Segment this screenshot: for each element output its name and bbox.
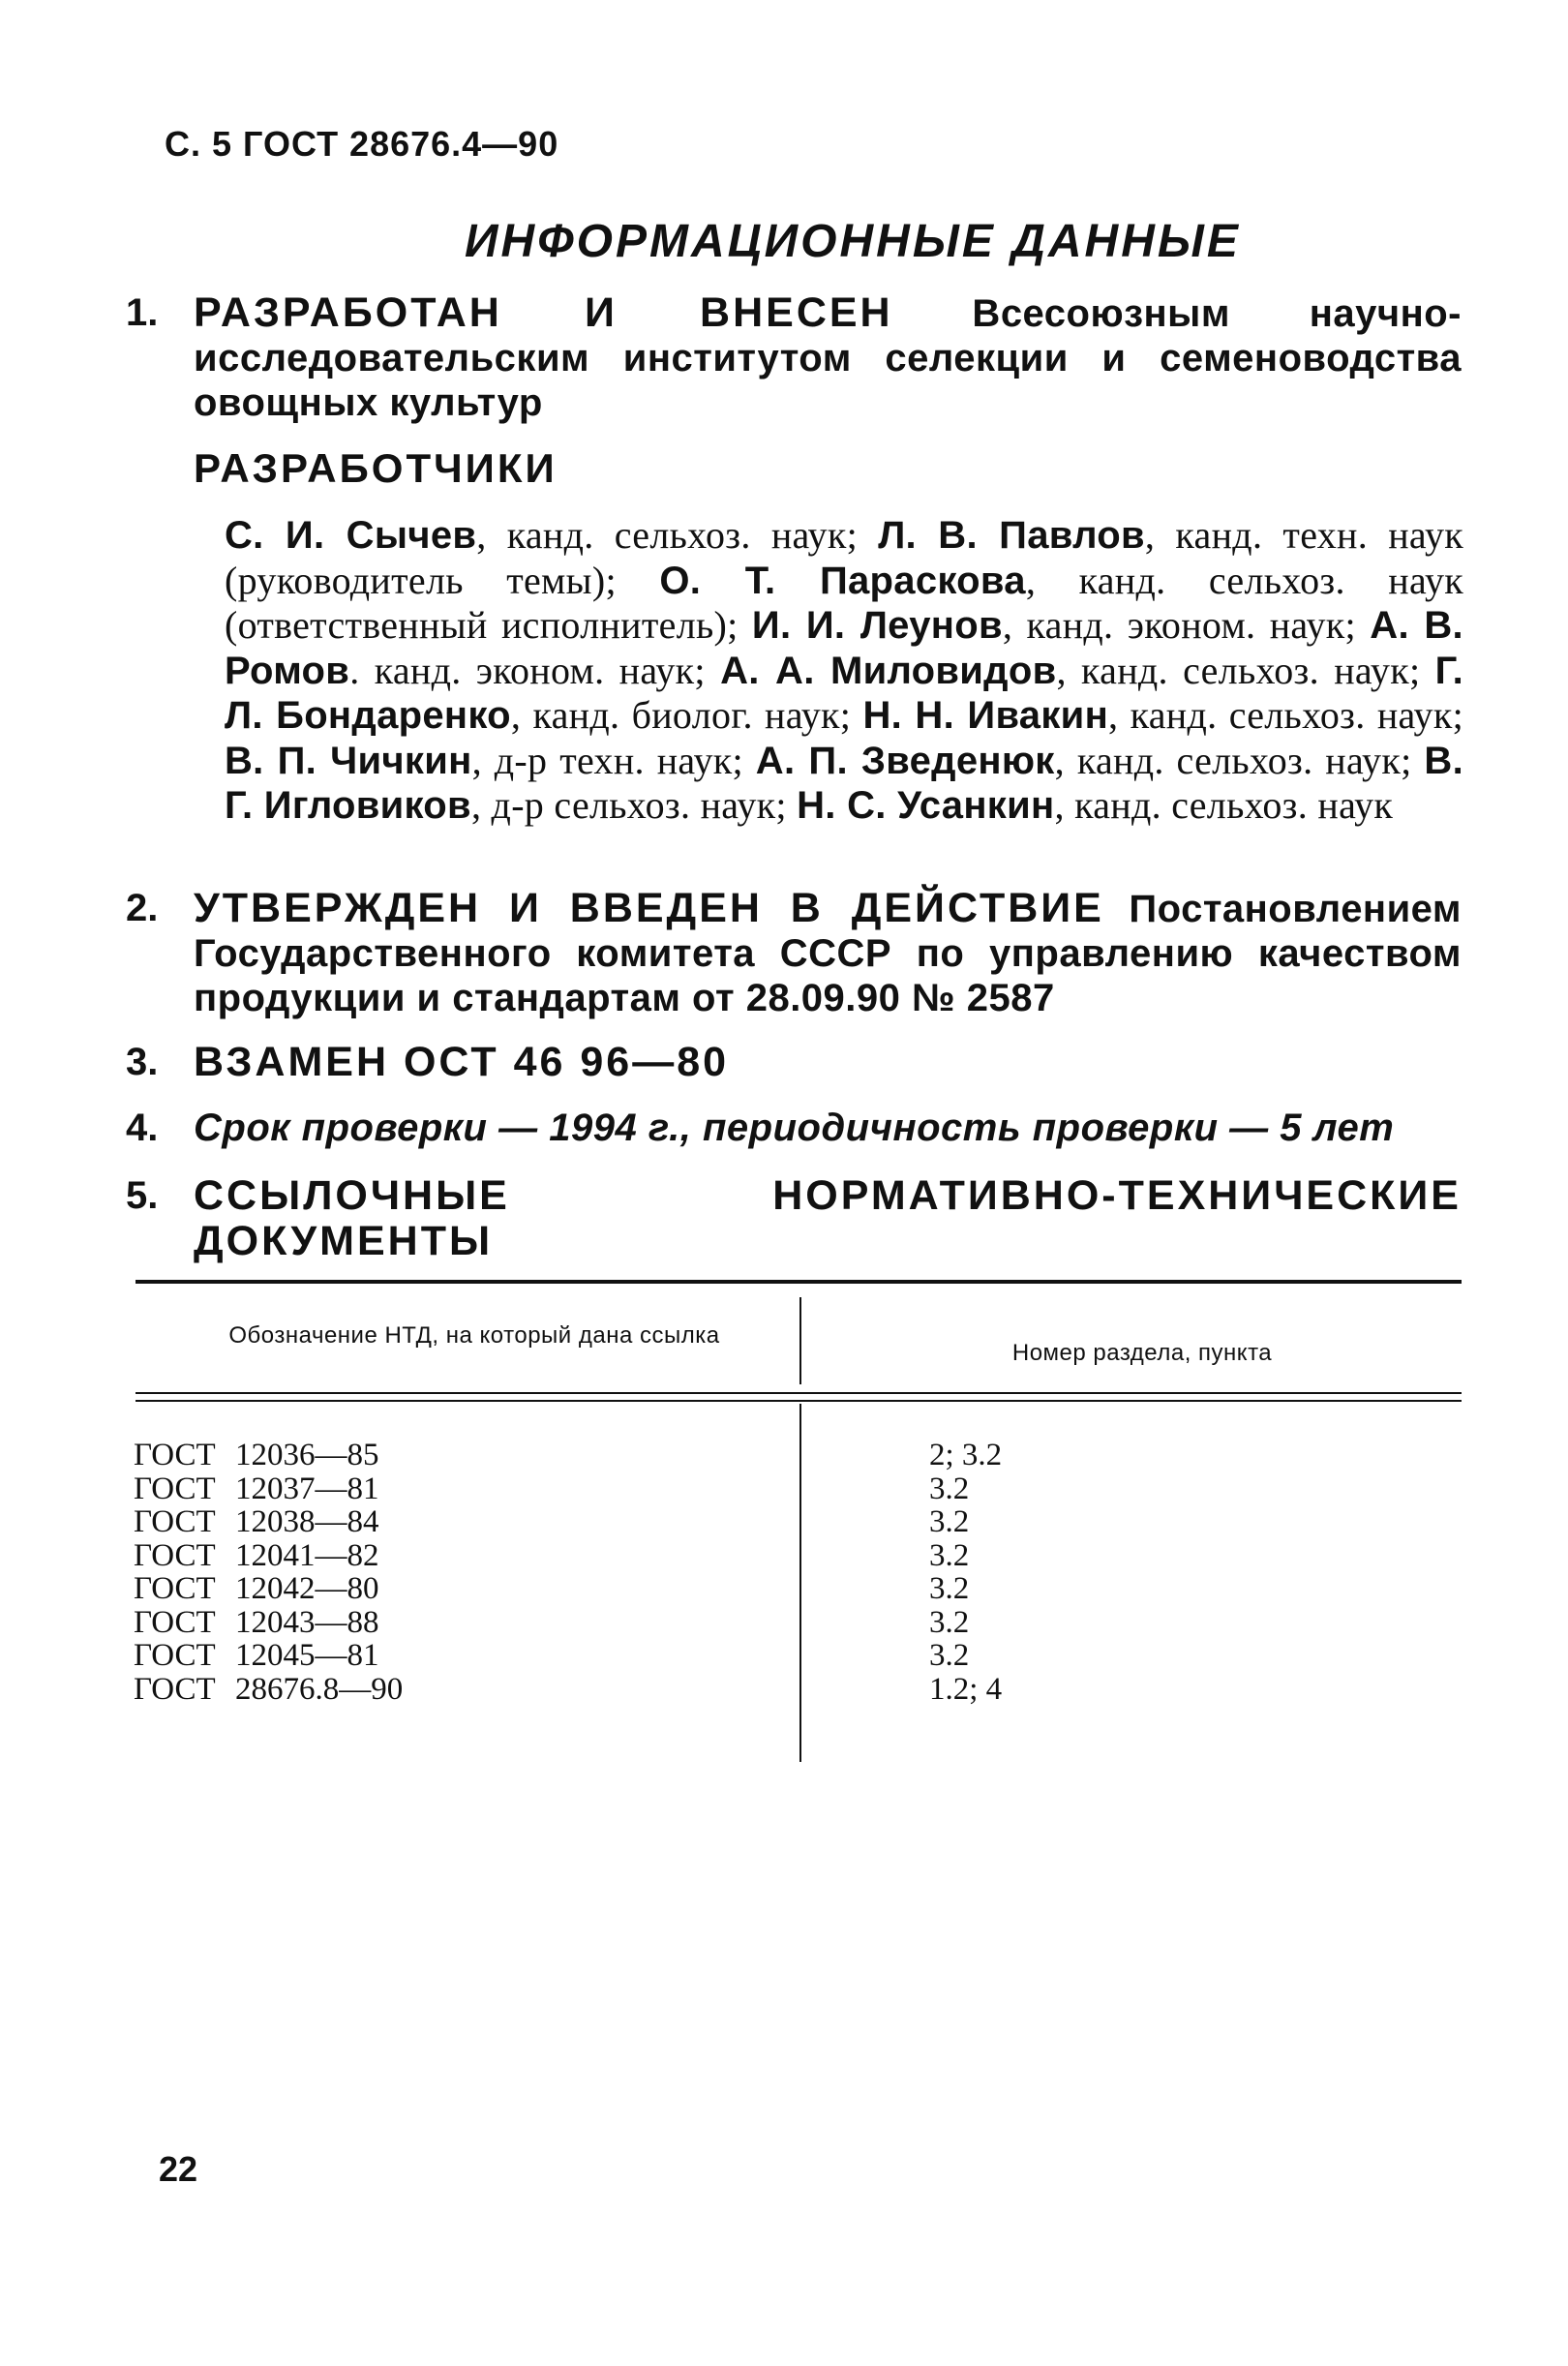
page-number: 22 xyxy=(159,2149,198,2189)
developer-name: А. А. Миловидов xyxy=(720,649,1057,692)
table-header-designation: Обозначение НТД, на который дана ссылка xyxy=(228,1322,720,1349)
developer-name: В. П. Чичкин xyxy=(225,739,472,782)
item-4-text: Срок проверки — 1994 г., периодичность проверки — 5 лет xyxy=(194,1107,1395,1149)
developer-title: , канд. сельхоз. наук xyxy=(1054,783,1394,827)
table-sections xyxy=(929,1439,1220,1706)
doc-prefix: ГОСТ xyxy=(134,1438,216,1472)
developer-title: , канд. биолог. наук; xyxy=(510,693,863,737)
item-3 xyxy=(126,1040,1462,1085)
developer-name: Г. Л. Бондаренко xyxy=(225,649,1463,737)
developer-name: А. В. Ромов xyxy=(225,604,1463,692)
table-header-divider xyxy=(799,1297,801,1384)
page-title: ИНФОРМАЦИОННЫЕ ДАННЫЕ xyxy=(465,216,1241,267)
developer-title: , канд. сельхоз. наук; xyxy=(1056,648,1435,692)
section-ref: 2; 3.2 xyxy=(929,1438,1003,1472)
table-row xyxy=(134,1572,714,1606)
doc-prefix: ГОСТ xyxy=(134,1604,216,1640)
item-1-number: 1. xyxy=(126,291,159,334)
doc-prefix: ГОСТ xyxy=(134,1537,216,1573)
section-ref: 3.2 xyxy=(929,1504,970,1539)
table-row xyxy=(134,1505,714,1539)
item-1-caption: РАЗРАБОТАН И ВНЕСЕН xyxy=(194,289,893,336)
item-2-number: 2. xyxy=(126,887,159,929)
doc-number: 12041—82 xyxy=(235,1537,379,1573)
developer-title: , канд. сельхоз. наук (ответственный исполнитель); xyxy=(225,558,1463,647)
doc-number: 12043—88 xyxy=(235,1604,379,1640)
developer-title: . канд. эконом. наук; xyxy=(349,648,721,692)
table-row xyxy=(134,1606,714,1640)
item-3-text: ВЗАМЕН ОСТ 46 96—80 xyxy=(194,1039,730,1085)
item-5-text: ССЫЛОЧНЫЕ НОРМАТИВНО-ТЕХНИЧЕСКИЕ ДОКУМЕНТЫ xyxy=(194,1172,1462,1264)
item-3-number: 3. xyxy=(126,1041,159,1083)
doc-number: 12038—84 xyxy=(235,1504,379,1539)
item-4 xyxy=(126,1106,1462,1150)
developer-title: , канд. техн. наук (руководитель темы); xyxy=(225,513,1463,602)
doc-prefix: ГОСТ xyxy=(134,1671,216,1707)
doc-number: 12037—81 xyxy=(235,1471,379,1506)
doc-number: 12042—80 xyxy=(235,1571,379,1606)
doc-prefix: ГОСТ xyxy=(134,1471,216,1506)
item-2-caption: УТВЕРЖДЕН И ВВЕДЕН В ДЕЙСТВИЕ xyxy=(194,885,1104,931)
developer-title: , канд. эконом. наук; xyxy=(1002,603,1371,647)
section-ref: 1.2; 4 xyxy=(929,1671,1003,1707)
table-row xyxy=(134,1439,714,1472)
table-row xyxy=(134,1673,714,1707)
doc-number: 28676.8—90 xyxy=(235,1671,404,1707)
developer-name: В. Г. Игловиков xyxy=(225,739,1463,827)
table-header-rule-1 xyxy=(136,1392,1462,1394)
developer-name: А. П. Зведенюк xyxy=(755,739,1055,782)
table-row xyxy=(134,1639,714,1673)
developers-heading: РАЗРАБОТЧИКИ xyxy=(194,445,558,491)
developer-name: Л. В. Павлов xyxy=(878,514,1145,557)
section-ref: 3.2 xyxy=(929,1537,970,1573)
developers-list xyxy=(225,513,1463,829)
section-ref: 3.2 xyxy=(929,1471,970,1506)
table-row xyxy=(134,1472,714,1506)
section-ref: 3.2 xyxy=(929,1604,970,1640)
table-header-rule-2 xyxy=(136,1400,1462,1402)
item-4-number: 4. xyxy=(126,1107,159,1149)
table-row xyxy=(134,1539,714,1573)
section-ref: 3.2 xyxy=(929,1571,970,1606)
developer-name: С. И. Сычев xyxy=(225,514,477,557)
developer-title: , д-р техн. наук; xyxy=(471,738,756,782)
table-body-divider xyxy=(799,1404,801,1762)
doc-prefix: ГОСТ xyxy=(134,1638,216,1673)
item-2-text: Постановлением Государственного комитета СССР по управлению качеством продукции и стандартам от 28.09.90 № 2587 xyxy=(194,888,1462,1019)
developer-title: , д-р сельхоз. наук; xyxy=(470,783,798,827)
section-ref: 3.2 xyxy=(929,1638,970,1673)
developer-title: , канд. сельхоз. наук; xyxy=(476,513,879,557)
developer-name: О. Т. Параскова xyxy=(659,559,1026,602)
doc-prefix: ГОСТ xyxy=(134,1504,216,1539)
doc-number: 12036—85 xyxy=(235,1438,379,1472)
page-header: С. 5 ГОСТ 28676.4—90 xyxy=(165,124,559,164)
developer-name: И. И. Леунов xyxy=(751,604,1003,647)
table-top-rule xyxy=(136,1280,1462,1284)
developer-name: Н. С. Усанкин xyxy=(797,784,1055,827)
doc-number: 12045—81 xyxy=(235,1638,379,1673)
developer-title: , канд. сельхоз. наук; xyxy=(1108,693,1464,737)
item-2 xyxy=(126,886,1462,1020)
table-header-section: Номер раздела, пункта xyxy=(1011,1340,1273,1366)
doc-prefix: ГОСТ xyxy=(134,1571,216,1606)
developer-title: , канд. сельхоз. наук; xyxy=(1054,738,1425,782)
item-1 xyxy=(126,290,1462,425)
table-designations xyxy=(134,1439,714,1706)
item-1-text: Всесоюзным научно-исследовательским институтом селекции и семеноводства овощных культур xyxy=(194,292,1462,424)
developer-name: Н. Н. Ивакин xyxy=(862,694,1109,737)
item-5-number: 5. xyxy=(126,1174,159,1217)
item-5 xyxy=(126,1173,1462,1264)
